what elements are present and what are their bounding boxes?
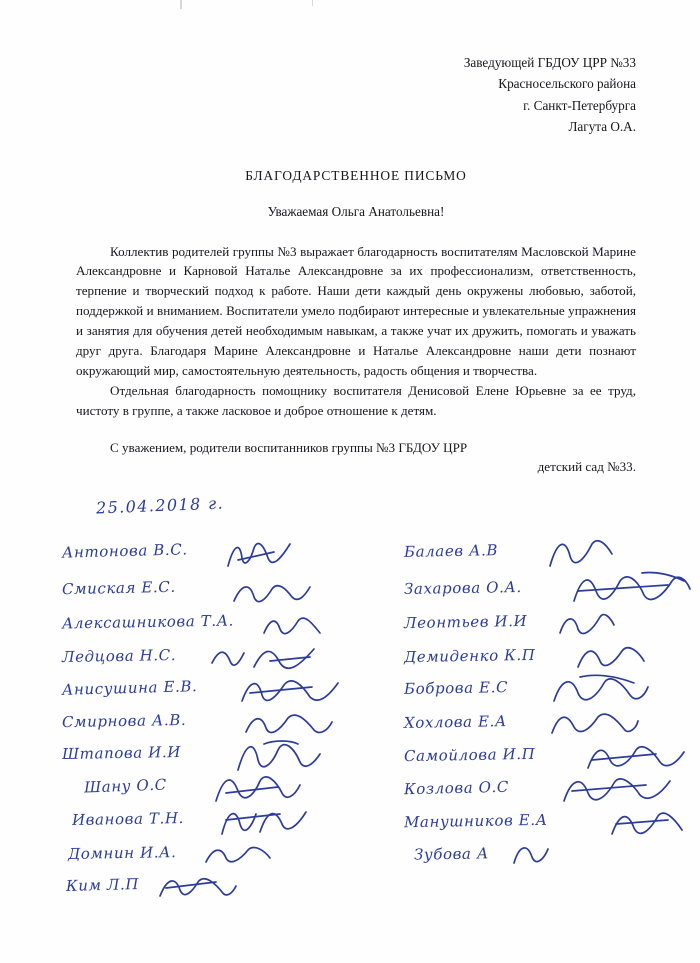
signoff-line-1: С уважением, родители воспитанников группы №3 ГБДОУ ЦРР [110, 439, 468, 455]
signature-mark [224, 538, 294, 572]
signature-name: Штапова И.И [61, 742, 182, 764]
signature-name: Зубова А [413, 844, 489, 864]
body-text [76, 242, 636, 421]
letter-body [76, 52, 636, 477]
addressee-line-4: Лагута О.А. [568, 119, 636, 135]
signature-mark [556, 611, 616, 639]
signature-name: Иванова Т.Н. [71, 809, 185, 829]
signature-mark [510, 841, 550, 871]
signature-mark [232, 579, 312, 607]
salutation: Уважаемая Ольга Анатольевна! [267, 203, 445, 219]
signature-row [62, 810, 362, 844]
signature-mark [562, 773, 672, 809]
signature-name: Смирнова А.В. [61, 710, 187, 732]
signature-name: Антонова В.С. [61, 540, 188, 562]
addressee-line-2: Красносельского района [498, 76, 636, 92]
signature-row [62, 679, 362, 712]
signature-mark [210, 645, 330, 675]
signature-column-left [62, 540, 362, 908]
signature-row [62, 540, 362, 579]
signature-name: Захарова О.А. [403, 577, 522, 599]
addressee-line-1: Заведующей ГБДОУ ЦРР №33 [463, 55, 636, 70]
addressee-block [76, 52, 636, 138]
signature-row [404, 647, 694, 679]
signature-name: Анисушина Е.В. [61, 677, 198, 699]
signature-row [62, 579, 362, 613]
signature-mark [544, 536, 614, 572]
paragraph-2: Отдельная благодарность помощнику воспитателя Денисовой Елене Юрьевне за ее труд, чистоту в группе, а также ласковое и доброе отношение к детям. [76, 382, 636, 418]
signature-mark [240, 675, 340, 709]
signature-name: Боброва Е.С [403, 678, 509, 698]
signature-name: Демиденко К.П [403, 645, 536, 667]
signature-name: Хохлова Е.А [403, 712, 508, 732]
signature-mark [576, 643, 646, 675]
signature-mark [610, 808, 690, 842]
signature-mark [586, 742, 686, 776]
signature-row [62, 613, 362, 647]
signature-column-right [404, 540, 694, 877]
signature-mark [262, 613, 332, 641]
signature-mark [550, 709, 640, 741]
signoff-line-2: детский сад №33. [537, 459, 636, 475]
scan-artifact [312, 0, 313, 6]
signature-row [404, 679, 694, 713]
signature-name: Смиская Е.С. [61, 577, 176, 599]
signature-name: Козлова О.С [403, 777, 510, 799]
signature-row [62, 777, 362, 810]
signature-name: Ледцова Н.С. [61, 646, 177, 666]
signature-name: Ким Л.П [65, 875, 140, 895]
signature-row [62, 876, 362, 908]
signature-row [404, 613, 694, 647]
signature-name: Балаев А.В [403, 541, 499, 561]
signature-mark [550, 673, 650, 711]
signature-mark [204, 842, 274, 870]
signature-mark [572, 571, 692, 611]
signature-name: Леонтьев И.И [403, 611, 528, 633]
signature-row [404, 845, 694, 877]
signature-name: Манушников Е.А [403, 810, 548, 832]
paragraph-1: Коллектив родителей группы №3 выражает благодарность воспитателям Масловской Марине Александровне и Карновой Наталье Александровне за их профессионализм, ответственность, терпение и творческий подход к работе. Наши дети каждый день окружены любовью, заботой, поддержкой и вниманием. Воспитатели умело подбирают интересные и увлекательные упражнения и занятия для обучения детей необходимым навыкам, а также учат их дружить, помогать и уважать друг друга. Благодаря Марине Александровне и Наталье Александровне наши дети познают окружающий мир, самостоятельную деятельность, радость общения и творчества. [76, 243, 636, 378]
signoff-block [76, 438, 636, 478]
signature-mark [244, 710, 334, 740]
signature-name: Алексашникова Т.А. [61, 611, 235, 633]
signatures-area [0, 540, 700, 920]
signature-name: Домнин И.А. [67, 843, 177, 863]
signature-mark [158, 872, 238, 904]
signature-name: Самойлова И.П [403, 744, 536, 766]
page-title: БЛАГОДАРСТВЕННОЕ ПИСЬМО [245, 167, 467, 183]
signature-name: Шану О.С [83, 775, 168, 797]
signature-mark [220, 804, 310, 842]
addressee-line-3: г. Санкт-Петербурга [523, 97, 636, 113]
handwritten-date: 25.04.2018 г. [95, 493, 225, 518]
signature-row [404, 579, 694, 613]
scan-artifact [180, 0, 182, 9]
